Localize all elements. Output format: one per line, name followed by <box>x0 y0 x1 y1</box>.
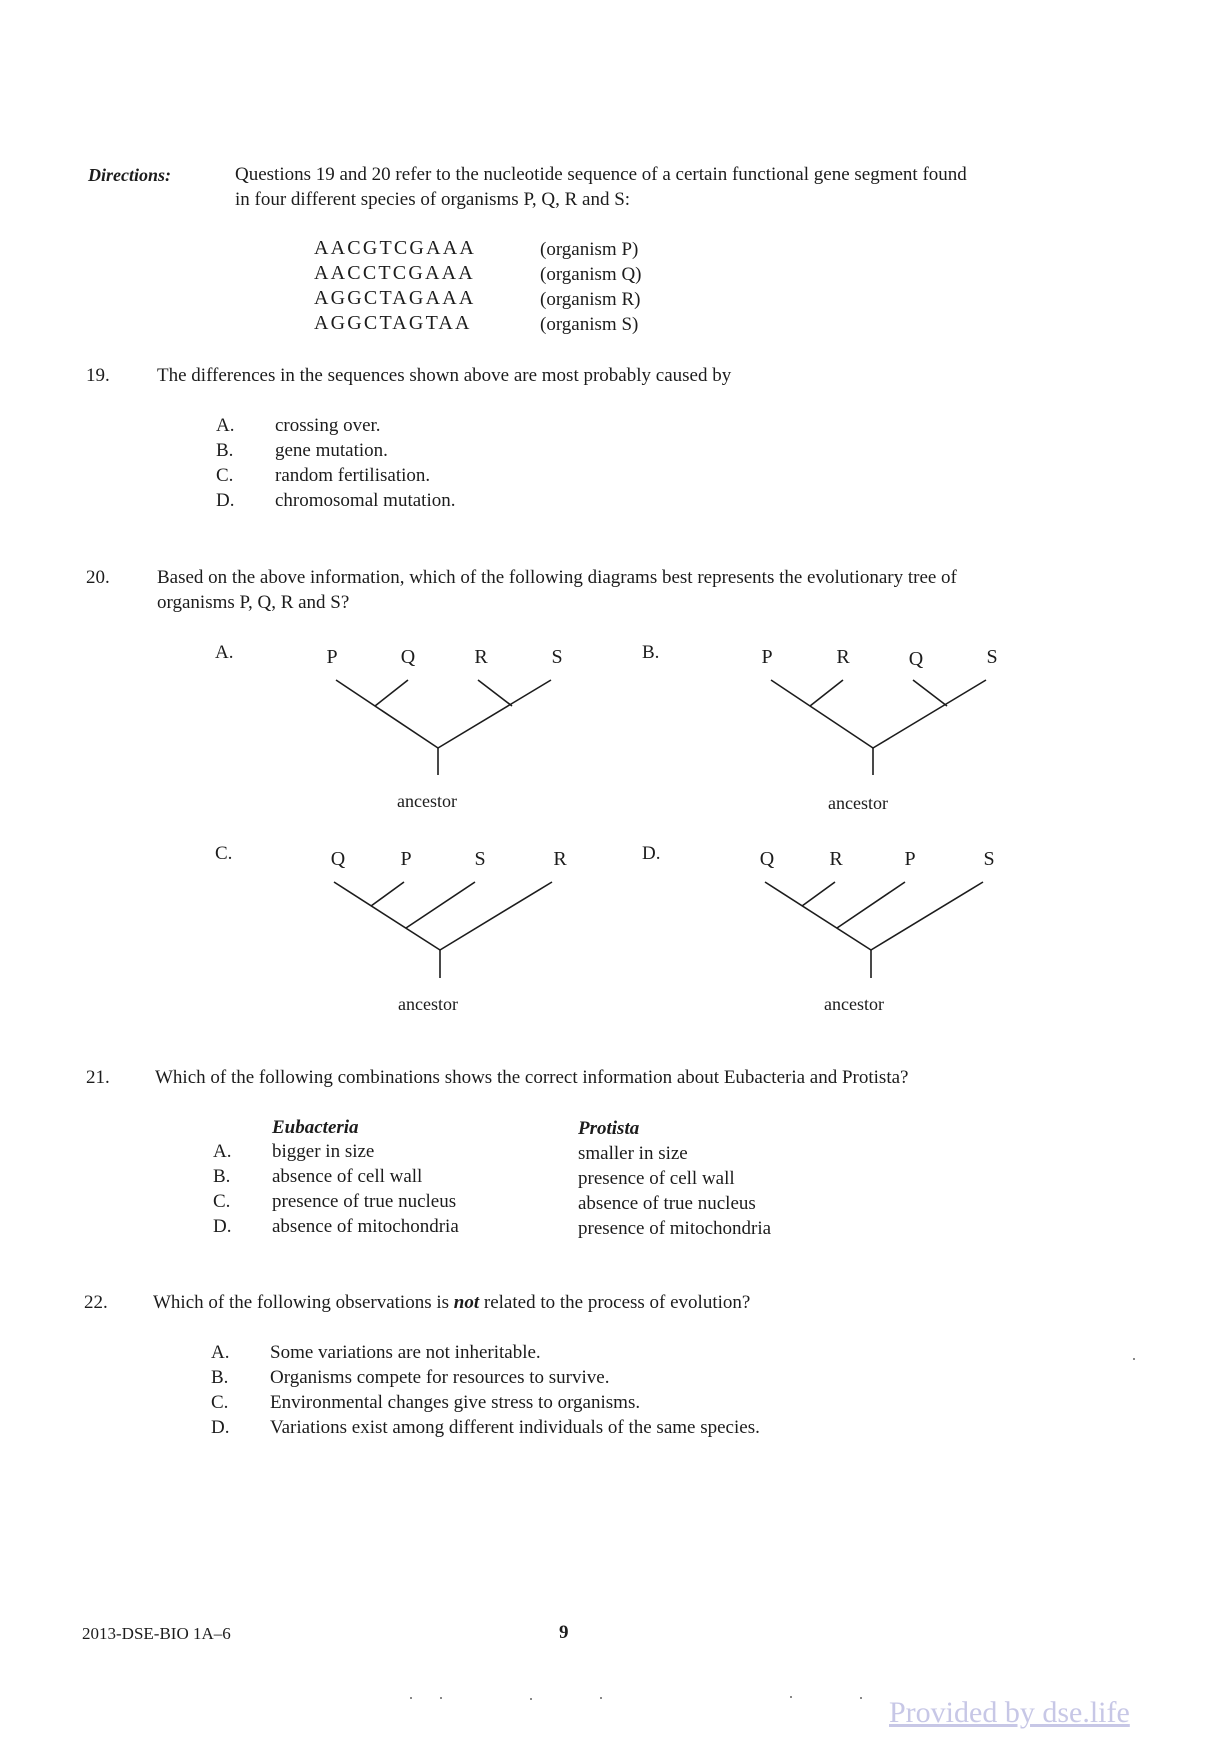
organism-s-label: (organism S) <box>540 314 639 335</box>
tree-a-diagram <box>320 640 580 820</box>
tree-c-letter: C. <box>215 843 233 864</box>
q22-stem-emphasis: not <box>453 1292 480 1313</box>
q21-option-d-letter: D. <box>213 1216 232 1237</box>
q21-option-a-eubacteria: bigger in size <box>272 1141 375 1162</box>
tree-b-branch <box>810 680 843 706</box>
tree-c-branch <box>406 882 475 928</box>
q21-option-a-letter: A. <box>213 1141 232 1162</box>
q22-option-b-letter: B. <box>211 1367 229 1388</box>
tree-b-leaf-2: R <box>836 646 850 668</box>
q22-stem <box>153 1290 750 1315</box>
directions-label: Directions: <box>88 165 171 185</box>
tree-c-leaf-2: P <box>400 848 412 870</box>
tree-d-ancestor-label: ancestor <box>824 994 884 1014</box>
tree-d-leaf-4: S <box>983 848 995 870</box>
credit-watermark: Provided by dse.life <box>889 1696 1130 1729</box>
sequence-r: AGGCTAGAAA <box>314 287 476 309</box>
scan-speck <box>1133 1358 1135 1360</box>
tree-a-letter: A. <box>215 642 234 663</box>
tree-b-ancestor-label: ancestor <box>828 793 888 813</box>
tree-d-branch <box>837 882 905 928</box>
q19-option-c-text: random fertilisation. <box>275 465 431 486</box>
organism-q-label: (organism Q) <box>540 264 642 285</box>
directions-line-1: Questions 19 and 20 refer to the nucleotide sequence of a certain functional gene segment found <box>235 164 967 185</box>
q19-stem: The differences in the sequences shown above are most probably caused by <box>157 365 732 386</box>
q22-option-b-text: Organisms compete for resources to survive. <box>270 1367 610 1388</box>
q21-option-d-protista: presence of mitochondria <box>578 1218 772 1239</box>
sequence-q: AACCTCGAAA <box>314 262 475 284</box>
q21-option-b-eubacteria: absence of cell wall <box>272 1166 423 1187</box>
scan-speck <box>860 1697 862 1699</box>
q21-option-b-protista: presence of cell wall <box>578 1168 735 1189</box>
q22-option-c-letter: C. <box>211 1392 229 1413</box>
tree-d-diagram <box>755 842 1015 1022</box>
tree-d-branch <box>802 882 835 906</box>
tree-c-branch <box>440 882 552 950</box>
q21-option-d-eubacteria: absence of mitochondria <box>272 1216 459 1237</box>
tree-c-leaf-4: R <box>553 848 567 870</box>
tree-a-leaf-3: R <box>474 646 488 668</box>
q20-number: 20. <box>86 567 110 588</box>
sequence-p: AACGTCGAAA <box>314 237 476 259</box>
q19-option-a-letter: A. <box>216 415 235 436</box>
q21-option-c-protista: absence of true nucleus <box>578 1193 756 1214</box>
tree-a-leaf-2: Q <box>400 646 416 668</box>
tree-a-branch <box>438 680 551 748</box>
q22-option-a-letter: A. <box>211 1342 230 1363</box>
tree-b-letter: B. <box>642 642 660 663</box>
tree-a-branch <box>375 680 408 706</box>
tree-b-leaf-3: Q <box>908 648 924 670</box>
q20-stem-line-2: organisms P, Q, R and S? <box>157 592 350 613</box>
q19-number: 19. <box>86 365 110 386</box>
q22-option-a-text: Some variations are not inheritable. <box>270 1342 541 1363</box>
q22-option-c-text: Environmental changes give stress to organisms. <box>270 1392 641 1413</box>
q21-option-b-letter: B. <box>213 1166 231 1187</box>
tree-c-ancestor-label: ancestor <box>398 994 458 1014</box>
scan-speck <box>440 1697 442 1699</box>
tree-c-leaf-1: Q <box>330 848 346 870</box>
tree-a-ancestor-label: ancestor <box>397 791 457 811</box>
q21-option-a-protista: smaller in size <box>578 1143 688 1164</box>
q19-option-b-letter: B. <box>216 440 234 461</box>
q22-stem-part: related to the process of evolution? <box>479 1292 751 1313</box>
q19-option-b-text: gene mutation. <box>275 440 388 461</box>
q19-option-a-text: crossing over. <box>275 415 381 436</box>
tree-b-branch <box>873 680 986 748</box>
q21-header-eubacteria: Eubacteria <box>272 1117 359 1138</box>
scan-speck <box>600 1697 602 1699</box>
q19-option-c-letter: C. <box>216 465 234 486</box>
q22-stem-part: Which of the following observations is <box>153 1292 454 1313</box>
tree-b-diagram <box>755 640 1015 820</box>
tree-d-letter: D. <box>642 843 661 864</box>
tree-d-leaf-2: R <box>829 848 843 870</box>
tree-a-branch <box>336 680 438 748</box>
q22-number: 22. <box>84 1292 108 1313</box>
tree-b-branch <box>771 680 873 748</box>
q21-option-c-eubacteria: presence of true nucleus <box>272 1191 457 1212</box>
tree-c-diagram <box>320 842 580 1022</box>
tree-b-branch <box>913 680 947 706</box>
q19-option-d-letter: D. <box>216 490 235 511</box>
tree-b-leaf-1: P <box>761 646 773 668</box>
q21-header-protista: Protista <box>578 1118 640 1139</box>
page-number: 9 <box>559 1622 569 1643</box>
scan-speck <box>410 1697 412 1699</box>
tree-a-leaf-1: P <box>326 646 338 668</box>
tree-b-leaf-4: S <box>986 646 998 668</box>
tree-c-branch <box>371 882 404 906</box>
scan-speck <box>530 1698 532 1700</box>
q22-option-d-text: Variations exist among different individuals of the same species. <box>270 1417 760 1438</box>
q21-option-c-letter: C. <box>213 1191 231 1212</box>
tree-c-leaf-3: S <box>474 848 486 870</box>
footer-exam-code: 2013-DSE-BIO 1A–6 <box>82 1624 231 1643</box>
tree-a-branch <box>478 680 512 706</box>
q22-option-d-letter: D. <box>211 1417 230 1438</box>
organism-p-label: (organism P) <box>540 239 639 260</box>
sequence-s: AGGCTAGTAA <box>314 312 472 334</box>
tree-d-leaf-1: Q <box>759 848 775 870</box>
q20-stem-line-1: Based on the above information, which of the following diagrams best represents the evolutionary tree of <box>157 567 957 588</box>
q21-number: 21. <box>86 1067 110 1088</box>
tree-d-leaf-3: P <box>904 848 916 870</box>
scan-speck <box>790 1696 792 1698</box>
q19-option-d-text: chromosomal mutation. <box>275 490 456 511</box>
tree-d-branch <box>871 882 983 950</box>
q21-stem: Which of the following combinations shows the correct information about Eubacteria and Protista? <box>155 1067 909 1088</box>
directions-line-2: in four different species of organisms P, Q, R and S: <box>235 189 631 210</box>
organism-r-label: (organism R) <box>540 289 641 310</box>
tree-a-leaf-4: S <box>551 646 563 668</box>
